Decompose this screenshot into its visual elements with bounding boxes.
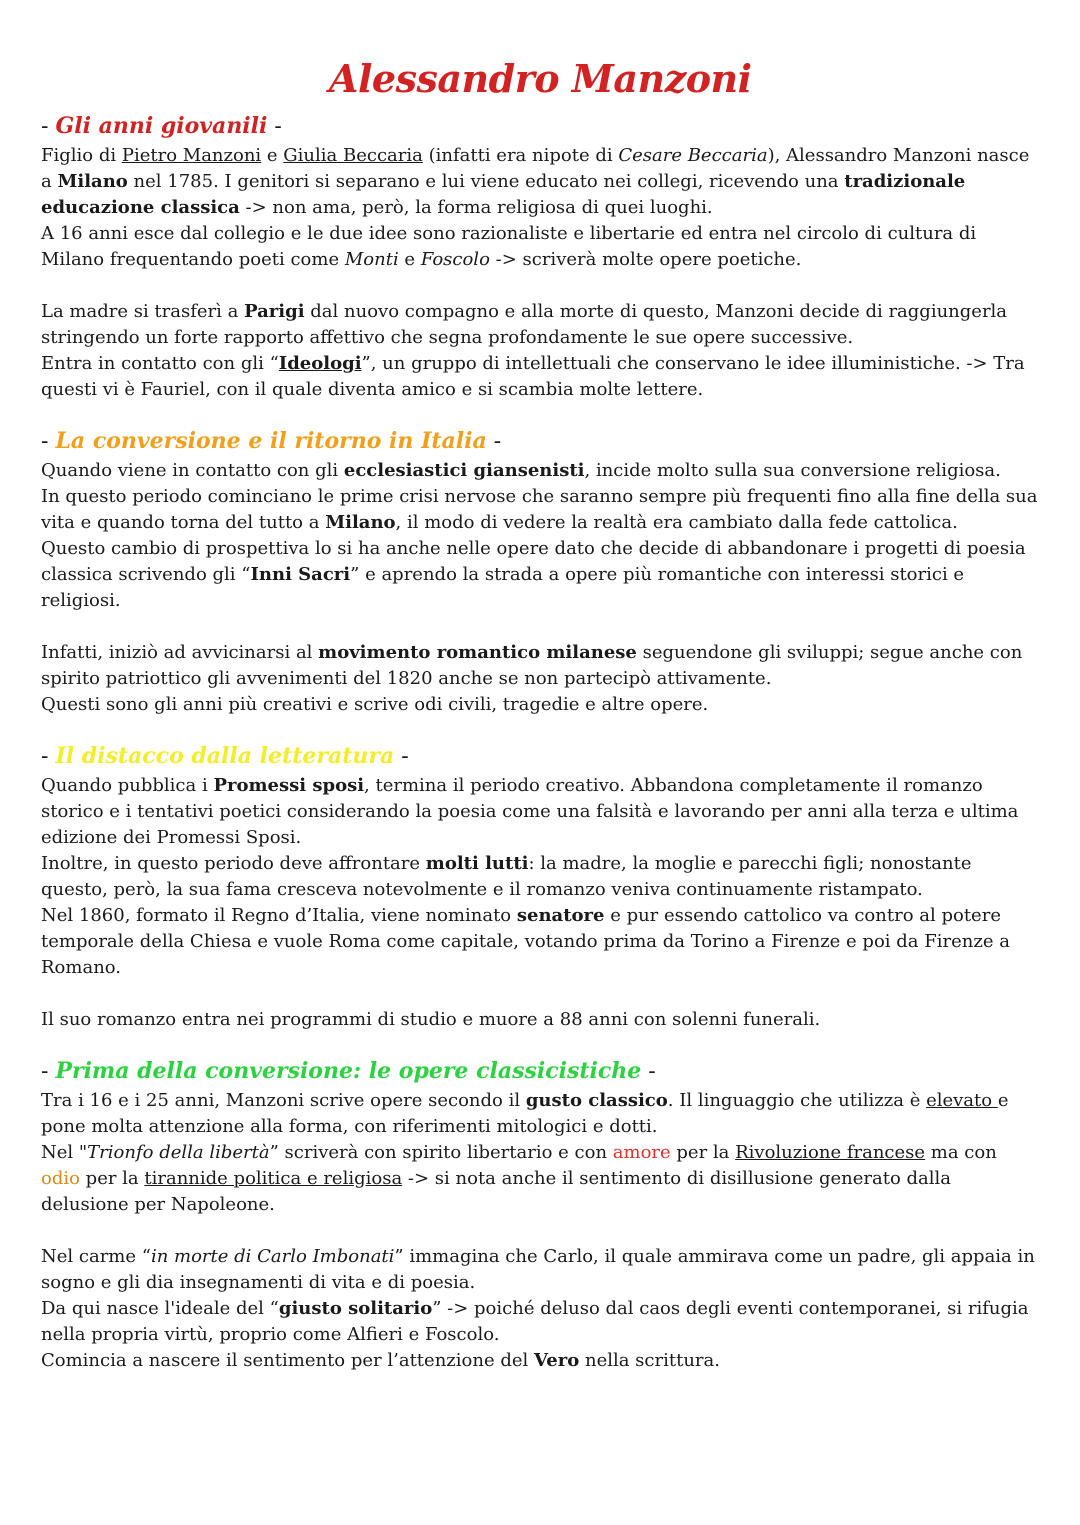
document-page (41, 52, 1041, 1374)
paragraph: Quando viene in contatto con gli ecclesiastici giansenisti, incide molto sulla sua conversione religiosa. (41, 460, 1001, 481)
paragraph: Da qui nasce l'ideale del “giusto solitario” -> poiché deluso dal caos degli eventi contemporanei, si rifugia nella propria virtù, proprio come Alfieri e Foscolo. (41, 1298, 1029, 1345)
paragraph: Inoltre, in questo periodo deve affrontare molti lutti: la madre, la moglie e parecchi figli; nonostante questo, però, la sua fama cresceva notevolmente e il romanzo veniva continuamente ristampato. (41, 853, 972, 900)
paragraph: Questi sono gli anni più creativi e scrive odi civili, tragedie e altre opere. (41, 694, 709, 715)
paragraph: Infatti, iniziò ad avvicinarsi al movimento romantico milanese seguendone gli sviluppi; segue anche con spirito patriottico gli avvenimenti del 1820 anche se non partecipò attivamente. (41, 642, 1023, 689)
paragraph: Il suo romanzo entra nei programmi di studio e muore a 88 anni con solenni funerali. (41, 1009, 821, 1030)
paragraph: A 16 anni esce dal collegio e le due idee sono razionaliste e libertarie ed entra nel circolo di cultura di Milano frequentando poeti come Monti e Foscolo -> scriverà molte opere poetiche. (41, 223, 977, 270)
paragraph: Nel 1860, formato il Regno d’Italia, viene nominato senatore e pur essendo cattolico va contro al potere temporale della Chiesa e vuole Roma come capitale, votando prima da Torino a Firenze e poi da Firenze a Romano. (41, 905, 1010, 978)
paragraph: Entra in contatto con gli “Ideologi”, un gruppo di intellettuali che conservano le idee illuministiche. -> Tra questi vi è Fauriel, con il quale diventa amico e si scambia molte lettere. (41, 353, 1025, 400)
paragraph: Comincia a nascere il sentimento per l’attenzione del Vero nella scrittura. (41, 1350, 720, 1371)
paragraph: Tra i 16 e i 25 anni, Manzoni scrive opere secondo il gusto classico. Il linguaggio che utilizza è elevato e pone molta attenzione alla forma, con riferimenti mitologici e dotti. (41, 1090, 1009, 1137)
paragraph: La madre si trasferì a Parigi dal nuovo compagno e alla morte di questo, Manzoni decide di raggiungerla stringendo un forte rapporto affettivo che segna profondamente le sue opere successive. (41, 301, 1008, 348)
paragraph: In questo periodo cominciano le prime crisi nervose che saranno sempre più frequenti fino alla fine della sua vita e quando torna del tutto a Milano, il modo di vedere la realtà era cambiato dalla fede cattolica. (41, 486, 1038, 533)
paragraph: Nel "Trionfo della libertà” scriverà con spirito libertario e con amore per la Rivoluzione francese ma con odio per la tirannide politica e religiosa -> si nota anche il sentimento di disillusione generato dalla delusione per Napoleone. (41, 1142, 997, 1215)
section-heading-distacco: - Il distacco dalla letteratura - (41, 743, 409, 769)
paragraph: Questo cambio di prospettiva lo si ha anche nelle opere dato che decide di abbandonare i progetti di poesia classica scrivendo gli “Inni Sacri” e aprendo la strada a opere più romantiche con interessi storici e religiosi. (41, 538, 1026, 611)
section-heading-opere-classicistiche: - Prima della conversione: le opere classicistiche - (41, 1058, 656, 1084)
page-title: Alessandro Manzoni (329, 56, 752, 101)
section-heading-conversione: - La conversione e il ritorno in Italia - (41, 428, 502, 454)
paragraph: Quando pubblica i Promessi sposi, termina il periodo creativo. Abbandona completamente il romanzo storico e i tentativi poetici considerando la poesia come una falsità e lavorando per anni alla terza e ultima edizione dei Promessi Sposi. (41, 775, 1019, 848)
paragraph: Nel carme “in morte di Carlo Imbonati” immagina che Carlo, il quale ammirava come un padre, gli appaia in sogno e gli dia insegnamenti di vita e di poesia. (41, 1246, 1035, 1293)
section-heading-anni-giovanili: - Gli anni giovanili - (41, 113, 282, 139)
paragraph: Figlio di Pietro Manzoni e Giulia Beccaria (infatti era nipote di Cesare Beccaria), Alessandro Manzoni nasce a Milano nel 1785. I genitori si separano e lui viene educato nei collegi, ricevendo una tradizionale educazione classica -> non ama, però, la forma religiosa di quei luoghi. (41, 145, 1030, 218)
